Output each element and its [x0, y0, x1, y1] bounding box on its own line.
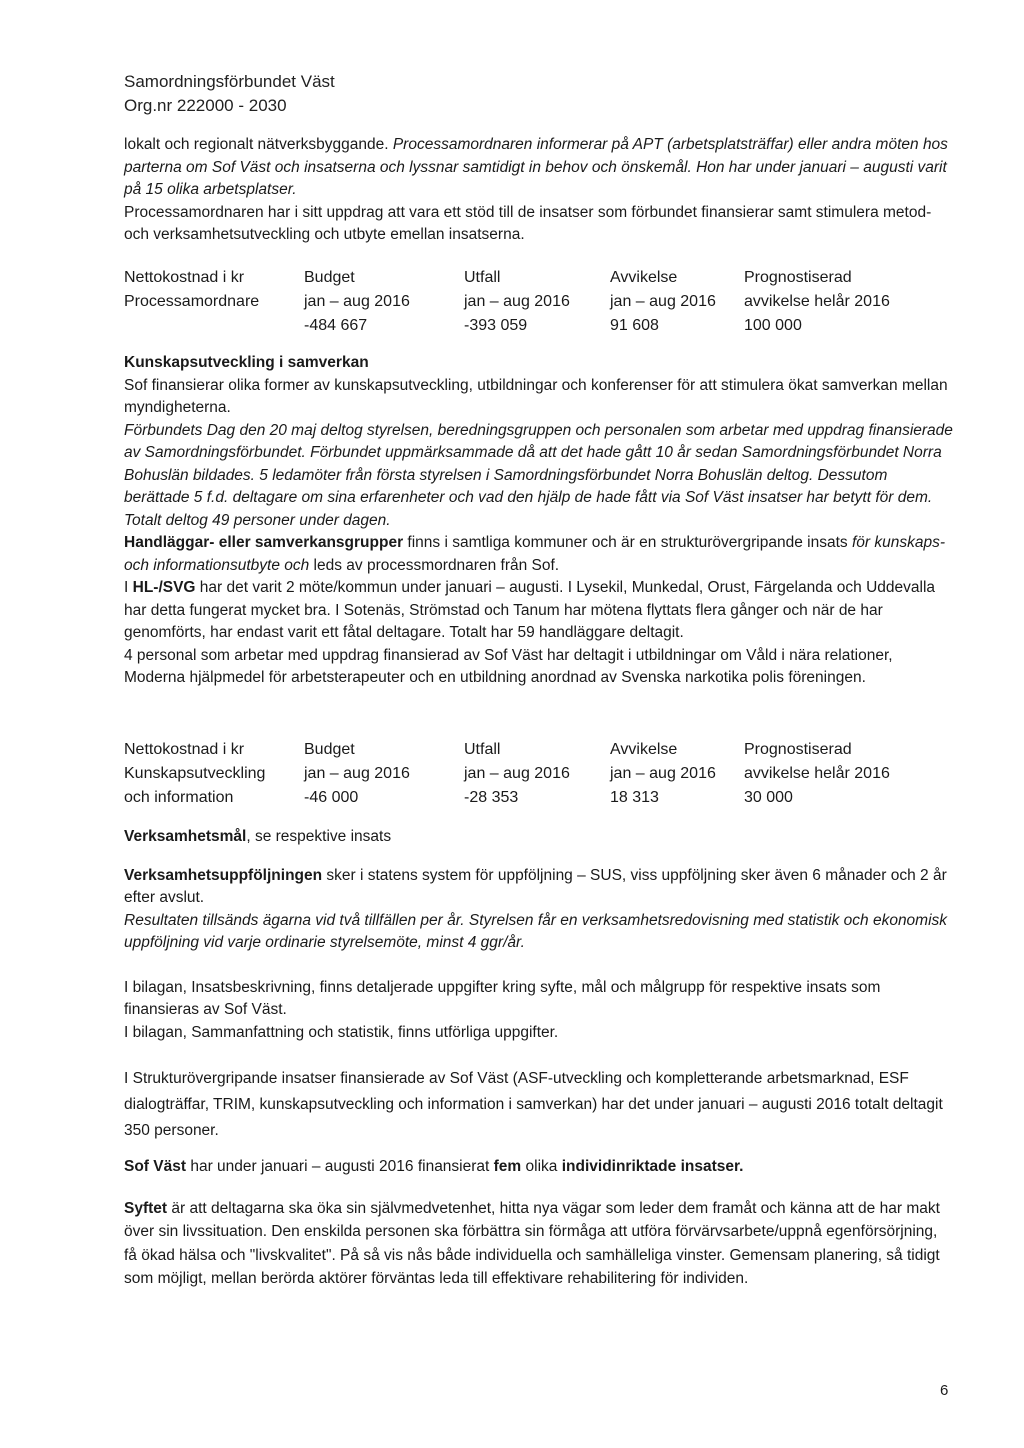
- org-number: Org.nr 222000 - 2030: [124, 96, 287, 115]
- table-cell: avvikelse helår 2016: [744, 765, 890, 782]
- kunskap-section: [124, 352, 954, 690]
- bilaga-sammanfattning-paragraph: I bilagan, Sammanfattning och statistik, finns utförliga uppgifter.: [124, 1023, 559, 1041]
- table-cell: Nettokostnad i kr: [124, 269, 245, 286]
- syftet-paragraph: [124, 1197, 954, 1291]
- body-text: har det varit 2 möte/kommun under januari – augusti. I Lysekil, Munkedal, Orust, Färgelanda och Uddevalla har detta fungerat mycket bra. I Sotenäs, Strömstad och Tanum har mötena flyttats flera gånger och när de har genomförts, har endast varit ett fåtal deltagare. Totalt har 59 handläggare deltagit.: [124, 579, 936, 641]
- body-text: I: [124, 579, 133, 596]
- hl-svg-paragraph: [124, 577, 954, 645]
- table-row: [124, 738, 924, 762]
- bold-term: HL-/SVG: [132, 579, 196, 596]
- bold-term: Sof Väst: [124, 1158, 187, 1175]
- bold-term: Handläggar- eller samverkansgrupper: [124, 534, 404, 551]
- resultaten-paragraph: Resultaten tillsänds ägarna vid två tillfällen per år. Styrelsen får en verksamhetsredovisning med statistik och ekonomisk uppföljning vid varje ordinarie styrelsemöte, minst 4 ggr/år.: [124, 911, 948, 951]
- table-row: [124, 290, 924, 314]
- table-cell: 91 608: [610, 317, 659, 334]
- table-cell: jan – aug 2016: [304, 765, 410, 782]
- table-cell: -393 059: [464, 317, 528, 334]
- kunskap-paragraph: Sof finansierar olika former av kunskapsutveckling, utbildningar och konferenser för att stimulera ökat samverkan mellan myndigheterna.: [124, 376, 948, 416]
- forbundets-dag-paragraph: Förbundets Dag den 20 maj deltog styrelsen, beredningsgruppen och personalen som arbetar med uppdrag finansierade av Samordningsförbundet. Förbundet uppmärksammade då att det hade gått 10 år sedan Samordningsförbundet Norra Bohuslän bildades. 5 ledamöter från första styrelsen i Samordningsförbundet Norra Bohuslän deltog. Dessutom berättade 5 f.d. deltagare om sina erfarenheter och vad den hjälp de hade fått via Sof Väst insatser har betytt för dem. Totalt deltog 49 personer under dagen.: [124, 421, 953, 529]
- italic-text: för kunskaps- och informationsutbyte och: [124, 534, 945, 574]
- bold-term: Verksamhetsuppföljningen: [124, 866, 323, 884]
- table-cell: Budget: [304, 741, 355, 758]
- individ-section: [124, 1156, 954, 1291]
- cost-table-processamordnare: [124, 266, 924, 338]
- table-row: [124, 762, 924, 786]
- table-cell: -28 353: [464, 789, 519, 806]
- intro-text: lokalt och regionalt nätverksbyggande.: [124, 136, 393, 153]
- table-cell: Budget: [304, 269, 355, 286]
- body-text: olika: [521, 1158, 562, 1175]
- bilaga-insatsbeskrivning-paragraph: I bilagan, Insatsbeskrivning, finns detaljerade uppgifter kring syfte, mål och målgrupp för respektive insats som finansieras av Sof Väst.: [124, 978, 881, 1018]
- handlaggar-paragraph: [124, 532, 954, 577]
- individ-summary-line: [124, 1156, 954, 1179]
- intro-section: [124, 134, 954, 247]
- table-cell: Prognostiserad: [744, 269, 852, 286]
- body-text: finns i samtliga kommuner och är en strukturövergripande insats: [403, 534, 852, 551]
- table-cell: 18 313: [610, 789, 659, 806]
- table-cell: jan – aug 2016: [610, 765, 716, 782]
- table-row: [124, 314, 924, 338]
- table-cell: Avvikelse: [610, 741, 678, 758]
- table-cell: Nettokostnad i kr: [124, 741, 245, 758]
- table-cell: Avvikelse: [610, 269, 678, 286]
- bold-term: individinriktade insatser.: [561, 1158, 744, 1175]
- section-heading: Kunskapsutveckling i samverkan: [124, 354, 369, 371]
- bold-term: Verksamhetsmål: [124, 828, 247, 845]
- strukturovergripande-paragraph: I Strukturövergripande insatser finansierade av Sof Väst (ASF-utveckling och kompletterande arbetsmarknad, ESF dialogträffar, TRIM, kunskapsutveckling och information i samverkan) har det under januari – augusti 2016 totalt deltagit 350 personer.: [124, 1070, 943, 1139]
- table-cell: -484 667: [304, 317, 368, 334]
- body-text: sker i statens system för uppföljning – SUS, viss uppföljning sker även 6 månader och 2 år efter avslut.: [124, 866, 947, 906]
- table-cell: jan – aug 2016: [610, 293, 716, 310]
- body-text: , se respektive insats: [246, 828, 392, 845]
- intro-paragraph: [124, 134, 954, 202]
- bold-term: Syftet: [124, 1199, 168, 1217]
- page-number: 6: [940, 1382, 949, 1399]
- table-cell: Processamordnare: [124, 293, 260, 310]
- body-text: har under januari – augusti 2016 finansierat: [186, 1158, 494, 1175]
- table-cell: 30 000: [744, 789, 793, 806]
- processamordnare-paragraph: Processamordnaren har i sitt uppdrag att vara ett stöd till de insatser som förbundet finansierar samt stimulera metod- och verksamhetsutveckling och utbyte emellan insatserna.: [124, 203, 932, 243]
- table-cell: jan – aug 2016: [464, 765, 570, 782]
- table-cell: Kunskapsutveckling: [124, 765, 266, 782]
- org-name: Samordningsförbundet Väst: [124, 72, 335, 91]
- table-cell: Prognostiserad: [744, 741, 852, 758]
- table-cell: avvikelse helår 2016: [744, 293, 890, 310]
- table-row: [124, 266, 924, 290]
- page-header: [124, 70, 335, 118]
- intro-italic-text: Processamordnaren informerar på APT (arbetsplatsträffar) eller andra möten hos parterna om Sof Väst och insatserna och lyssnar samtidigt in behov och önskemål. Hon har under januari – augusti varit på 15 olika arbetsplatser.: [124, 136, 948, 198]
- table-cell: [124, 314, 304, 338]
- cost-table-kunskapsutveckling: [124, 738, 924, 810]
- verksamhetsmal-line: [124, 826, 954, 849]
- body-text: är att deltagarna ska öka sin självmedvetenhet, hitta nya vägar som leder dem framåt och känna att de har makt över sin livssituation. Den enskilda personen ska förbättra sin förmåga att utföra förvärvsarbete/uppnå egenförsörjning, få ökad hälsa och "livskvalitet". På så vis nås både individuella och samhälleliga vinster. Gemensam planering, så tidigt som möjligt, mellan berörda aktörer förväntas leda till effektivare rehabilitering för individen.: [124, 1199, 940, 1287]
- bold-term: fem: [493, 1158, 522, 1175]
- table-cell: jan – aug 2016: [464, 293, 570, 310]
- body-text: leds av processmordnaren från Sof.: [309, 556, 560, 574]
- table-cell: och information: [124, 789, 234, 806]
- utbildning-paragraph: 4 personal som arbetar med uppdrag finansierad av Sof Väst har deltagit i utbildningar om Våld i nära relationer, Moderna hjälpmedel för arbetsterapeuter och en utbildning anordnad av Svenska narkotika polis föreningen.: [124, 646, 893, 686]
- verksamhet-section: [124, 826, 954, 1144]
- table-row: [124, 786, 924, 810]
- verksamhetsuppfoljning-paragraph: [124, 865, 954, 910]
- table-cell: 100 000: [744, 317, 802, 334]
- table-cell: -46 000: [304, 789, 359, 806]
- table-cell: Utfall: [464, 269, 501, 286]
- table-cell: jan – aug 2016: [304, 293, 410, 310]
- table-cell: Utfall: [464, 741, 501, 758]
